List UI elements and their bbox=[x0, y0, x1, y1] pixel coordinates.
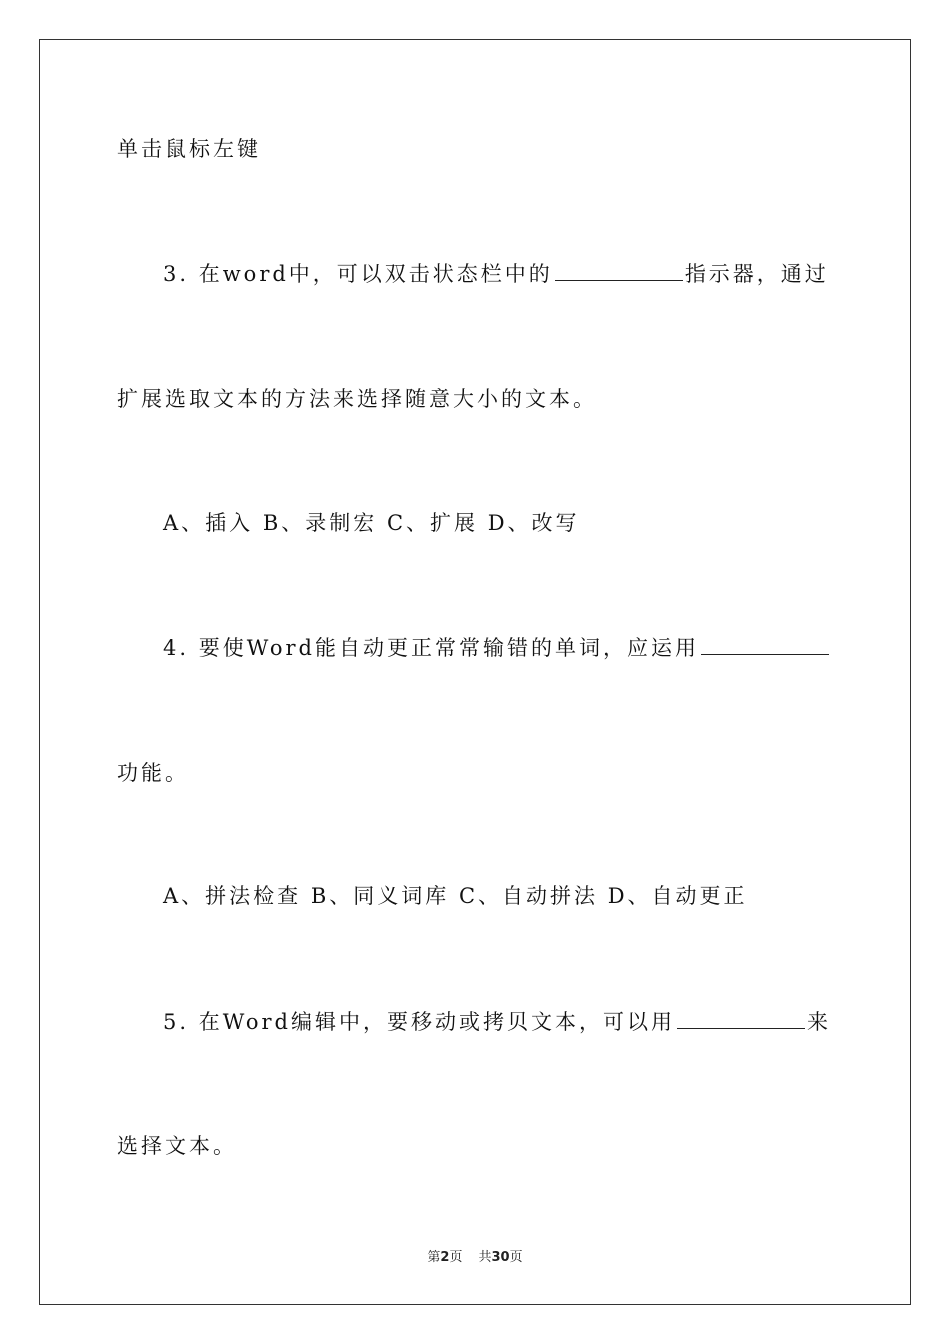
question-4-options: A、拼法检查 B、同义词库 C、自动拼法 D、自动更正 bbox=[163, 884, 748, 908]
answer-blank bbox=[555, 262, 683, 281]
text-line: 单击鼠标左键 bbox=[117, 137, 261, 161]
question-3-options: A、插入 B、录制宏 C、扩展 D、改写 bbox=[163, 511, 580, 535]
answer-blank bbox=[677, 1010, 805, 1029]
answer-blank bbox=[701, 636, 829, 655]
page-footer bbox=[0, 1246, 950, 1265]
footer-total-pages: 30 bbox=[491, 1250, 510, 1265]
footer-page-suffix: 页 bbox=[449, 1250, 463, 1265]
page-border bbox=[39, 39, 911, 1305]
footer-page-number: 2 bbox=[440, 1250, 450, 1265]
question-4-continuation: 功能。 bbox=[117, 761, 189, 785]
question-3-text: 3. 在word中，可以双击状态栏中的 bbox=[163, 262, 553, 286]
question-5-text: 5. 在Word编辑中，要移动或拷贝文本，可以用 bbox=[163, 1010, 675, 1034]
question-4-text: 4. 要使Word能自动更正常常输错的单词，应运用 bbox=[163, 636, 699, 660]
question-3-continuation: 扩展选取文本的方法来选择随意大小的文本。 bbox=[117, 387, 597, 411]
question-3-line bbox=[163, 261, 829, 287]
question-5-continuation: 选择文本。 bbox=[117, 1134, 237, 1158]
question-3-text-end: 指示器，通过 bbox=[684, 262, 829, 286]
footer-total-prefix: 共 bbox=[478, 1250, 492, 1265]
question-4-line bbox=[163, 635, 831, 661]
footer-total-suffix: 页 bbox=[509, 1250, 523, 1265]
question-5-text-end: 来 bbox=[807, 1010, 831, 1034]
question-5-line bbox=[163, 1009, 831, 1035]
footer-prefix: 第 bbox=[427, 1250, 441, 1265]
